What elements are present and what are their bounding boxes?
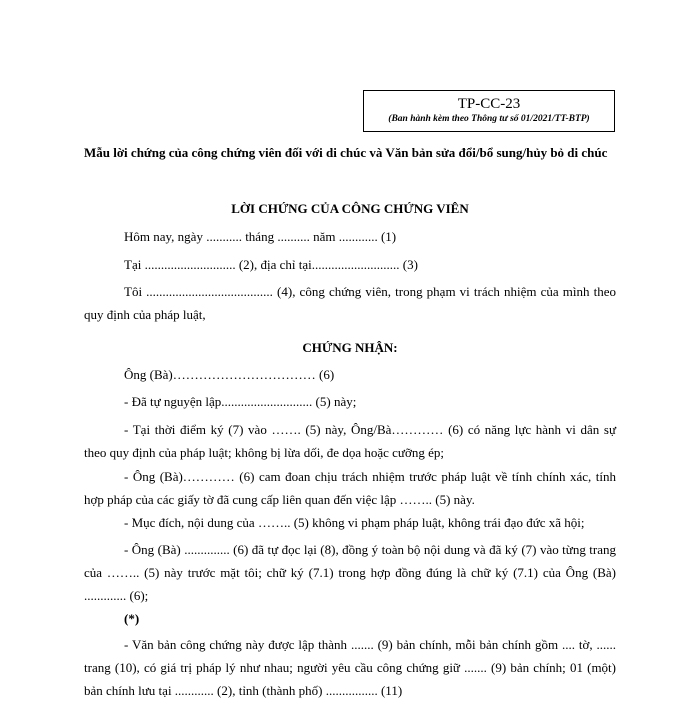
signing-paragraph: - Ông (Bà) .............. (6) đã tự đọc lại (8), đồng ý toàn bộ nội dung và đã ký (7) vào từng trang của …….. (5) này trước mặt tôi; chữ ký (7.1) trong hợp đồng đúng là chữ ký (7.1) của Ông (Bà) ............. (6); xyxy=(84,542,616,603)
form-issued-by: (Ban hành kèm theo Thông tư số 01/2021/TT-BTP) xyxy=(388,114,590,124)
capacity-paragraph: - Tại thời điểm ký (7) vào ……. (5) này, Ông/Bà………… (6) có năng lực hành vi dân sự theo quy định của pháp luật; không bị lừa dối, đe dọa hoặc cưỡng ép; xyxy=(84,422,616,460)
person-line: Ông (Bà)…………………………… (6) xyxy=(124,367,335,382)
purpose-line: - Mục đích, nội dung của …….. (5) không vi phạm pháp luật, không trái đạo đức xã hội; xyxy=(124,515,585,530)
form-code: TP-CC-23 xyxy=(457,96,521,112)
notary-paragraph: Tôi ....................................... (4), công chứng viên, trong phạm vi trách nhiệm của mình theo quy định của pháp luật, xyxy=(84,284,616,322)
place-line: Tại ............................ (2), địa chỉ tại........................... (3) xyxy=(124,257,418,272)
copies-paragraph: - Văn bản công chứng này được lập thành ....... (9) bản chính, mỗi bản chính gồm .... tờ, ...... trang (10), có giá trị pháp lý như nhau; người yêu cầu công chứng giữ ....... (9) bản chính; 01 (một) bản chính lưu tại ............ (2), tỉnh (thành phố) ................ (11) xyxy=(84,637,616,698)
form-code-box xyxy=(363,90,615,132)
document-title: Mẫu lời chứng của công chứng viên đối với di chúc và Văn bản sửa đổi/bổ sung/hủy bỏ di chúc xyxy=(84,145,608,160)
voluntary-line: - Đã tự nguyện lập............................ (5) này; xyxy=(124,394,357,409)
responsibility-paragraph: - Ông (Bà)………… (6) cam đoan chịu trách nhiệm trước pháp luật về tính chính xác, tính hợp pháp của các giấy tờ đã cung cấp liên quan đến việc lập …….. (5) này. xyxy=(84,469,616,507)
certify-heading: CHỨNG NHẬN: xyxy=(302,340,398,355)
main-heading: LỜI CHỨNG CỦA CÔNG CHỨNG VIÊN xyxy=(231,201,469,216)
star-label: (*) xyxy=(124,611,140,626)
date-line: Hôm nay, ngày ........... tháng .......... năm ............ (1) xyxy=(124,229,397,244)
